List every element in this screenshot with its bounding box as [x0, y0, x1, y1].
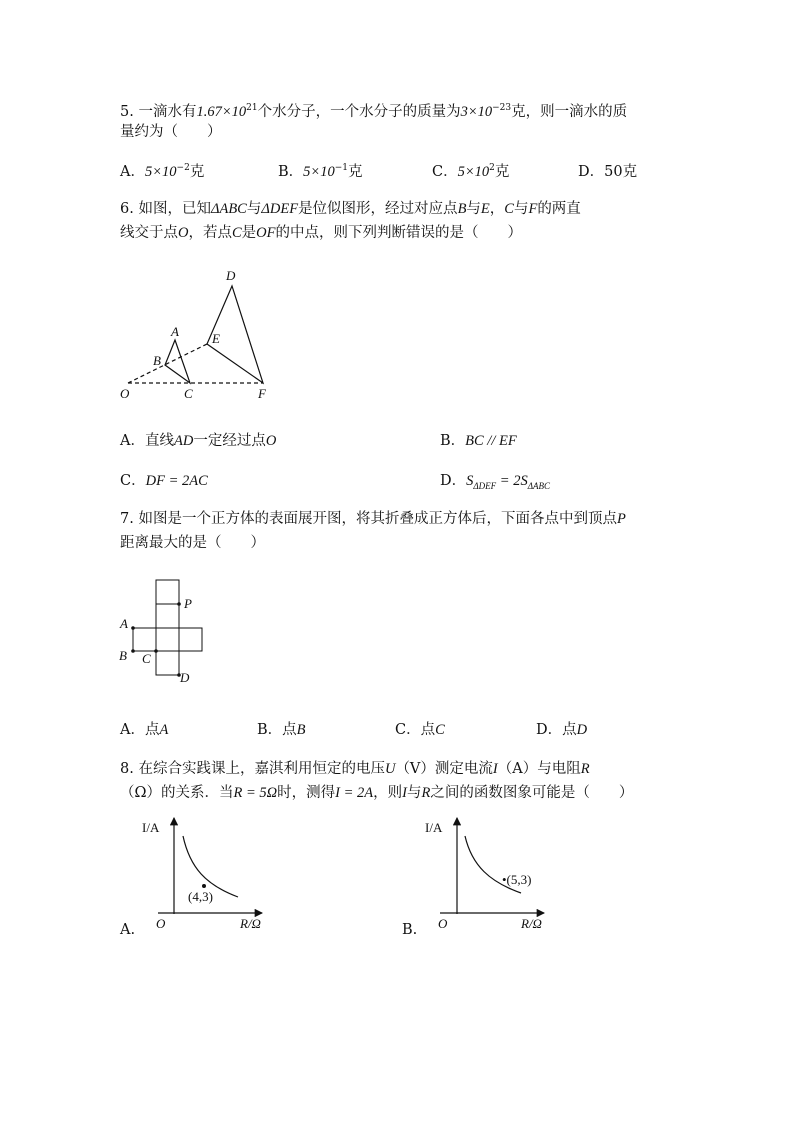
option-unit: 克 — [494, 164, 510, 180]
option-math: O — [265, 433, 277, 449]
q6-triangle-abc: ΔABC — [210, 201, 247, 217]
q6-text: 与 — [513, 201, 529, 217]
option-coef: 5×10 — [303, 164, 335, 180]
q8-graph-a-origin: O — [156, 916, 166, 931]
option-unit: 克 — [189, 164, 205, 180]
q8-graph-b[interactable] — [425, 818, 544, 931]
q8-var: I — [402, 785, 407, 801]
q7-label-p: P — [184, 596, 192, 611]
option-unit: 克 — [347, 164, 363, 180]
q6-text: ，若点 — [188, 225, 232, 241]
q5-mass-exp: −23 — [492, 103, 512, 113]
q6-label-b: B — [153, 353, 161, 368]
option-text: 直线 — [144, 433, 174, 449]
q6-text: 线交于点 — [120, 225, 178, 241]
q8-graph-a-xlabel: R/Ω — [240, 916, 261, 931]
option-math: C — [435, 722, 445, 738]
option-math: BC // EF — [465, 433, 517, 449]
option-text: 50克 — [604, 164, 638, 180]
q5-text: 个水分子，一个水分子的质量为 — [257, 104, 461, 120]
q6-text: 如图，已知 — [138, 201, 211, 217]
option-math: S — [466, 473, 474, 489]
q5-molecules-coef: 1.67×10 — [196, 104, 247, 120]
q6-point: B — [457, 201, 467, 217]
q5-mass-coef: 3×10 — [460, 104, 493, 120]
option-math: AD — [173, 433, 194, 449]
q8-text: ，则 — [373, 785, 403, 801]
q6-text: 是位似图形，经过对应点 — [298, 201, 458, 217]
option-exp: 2 — [489, 163, 495, 173]
q5-text: 克，则一滴水的质 — [511, 104, 628, 120]
q6-text: 的两直 — [537, 201, 581, 217]
q8-text: （A）与电阻 — [497, 761, 581, 777]
q8-option-a-label[interactable]: A. — [120, 922, 136, 938]
q5-molecules-exp: 21 — [246, 103, 258, 113]
option-label: D． — [578, 164, 605, 180]
option-label: A． — [120, 164, 145, 180]
option-text: 点 — [562, 722, 577, 738]
q8-graph-a-ylabel: I/A — [142, 820, 160, 835]
q6-text: 的中点，则下列判断错误的是（ ） — [275, 225, 522, 241]
q6-text: 与 — [466, 201, 481, 217]
option-label: C． — [120, 473, 146, 489]
q6-label-d: D — [226, 268, 236, 283]
q6-label-f: F — [258, 386, 266, 401]
option-math: S — [520, 473, 528, 489]
q7-label-c: C — [142, 651, 151, 666]
q8-math: R = 5Ω — [233, 785, 278, 801]
q8-text: 在综合实践课上，嘉淇利用恒定的电压 — [138, 761, 385, 777]
q7-label-d: D — [180, 670, 190, 685]
option-coef: 5×10 — [144, 164, 177, 180]
option-exp: −1 — [334, 163, 348, 173]
q7-text: 如图是一个正方体的表面展开图，将其折叠成正方体后，下面各点中到顶点 — [138, 511, 617, 527]
q8-text: 之间的函数图象可能是（ ） — [430, 785, 634, 801]
option-label: D． — [536, 722, 563, 738]
option-text: 点 — [144, 722, 160, 738]
q7-line2: 距离最大的是（ ） — [120, 535, 265, 551]
q8-var: R — [421, 785, 431, 801]
q6-triangle-def: ΔDEF — [261, 201, 299, 217]
q8-graph-a-curve — [183, 836, 238, 897]
option-label: B． — [440, 433, 466, 449]
option-label: C． — [432, 164, 458, 180]
option-label: A． — [120, 433, 145, 449]
q7-label-a: A — [120, 616, 128, 631]
q8-graph-b-origin: O — [438, 916, 448, 931]
option-math: D — [576, 722, 588, 738]
option-sub: ΔDEF — [473, 480, 497, 491]
q6-label-a: A — [171, 324, 179, 339]
q7-label-b: B — [119, 648, 127, 663]
q8-graph-b-ylabel: I/A — [425, 820, 443, 835]
q8-text: 与 — [407, 785, 422, 801]
option-math: DF = 2AC — [145, 473, 208, 489]
q6-point: E — [480, 201, 490, 217]
q6-point: O — [178, 225, 189, 241]
q6-text: 是 — [241, 225, 257, 241]
q8-var: U — [384, 761, 396, 777]
option-label: B． — [257, 722, 283, 738]
option-label: D． — [440, 473, 467, 489]
option-math: B — [296, 722, 306, 738]
q6-label-c: C — [184, 386, 193, 401]
q6-label-e: E — [212, 331, 220, 346]
q8-graph-a[interactable] — [142, 818, 262, 931]
q6-point: F — [528, 201, 538, 217]
q8-graph-a-point — [202, 884, 206, 888]
q5-text: 一滴水有 — [138, 104, 197, 120]
option-coef: 5×10 — [457, 164, 490, 180]
q8-text: （Ω）的关系．当 — [120, 785, 234, 801]
q6-text: ， — [489, 201, 505, 217]
option-label: B． — [278, 164, 304, 180]
option-text: 点 — [420, 722, 436, 738]
q6-point: C — [231, 225, 242, 241]
q8-text: （V）测定电流 — [395, 761, 493, 777]
q5-line2: 量约为（ ） — [120, 124, 222, 140]
q6-text: 与 — [246, 201, 262, 217]
q7-number: 7. — [120, 511, 134, 527]
q8-number: 8. — [120, 761, 134, 777]
option-text: 一定经过点 — [193, 433, 266, 449]
q8-graph-a-point-label: (4,3) — [188, 889, 213, 904]
q8-text: 时，测得 — [277, 785, 336, 801]
option-label: C． — [395, 722, 421, 738]
q8-math: I = 2A — [335, 785, 374, 801]
q7-point: P — [616, 511, 626, 527]
option-text: 点 — [282, 722, 297, 738]
q8-graph-b-point-label: •(5,3) — [502, 872, 532, 887]
q6-label-o: O — [120, 386, 130, 401]
q8-var: I — [492, 761, 498, 777]
q8-graph-b-xlabel: R/Ω — [521, 916, 542, 931]
q5-number: 5. — [120, 104, 134, 120]
q6-segment: OF — [256, 225, 276, 241]
q8-option-b-label[interactable]: B. — [402, 922, 418, 938]
option-exp: −2 — [176, 163, 190, 173]
option-sub: ΔABC — [527, 480, 550, 491]
option-math: A — [159, 722, 169, 738]
q8-var: R — [580, 761, 590, 777]
q6-number: 6. — [120, 201, 134, 217]
option-math: = 2 — [496, 473, 521, 489]
q6-point: C — [504, 201, 514, 217]
option-label: A． — [120, 722, 145, 738]
